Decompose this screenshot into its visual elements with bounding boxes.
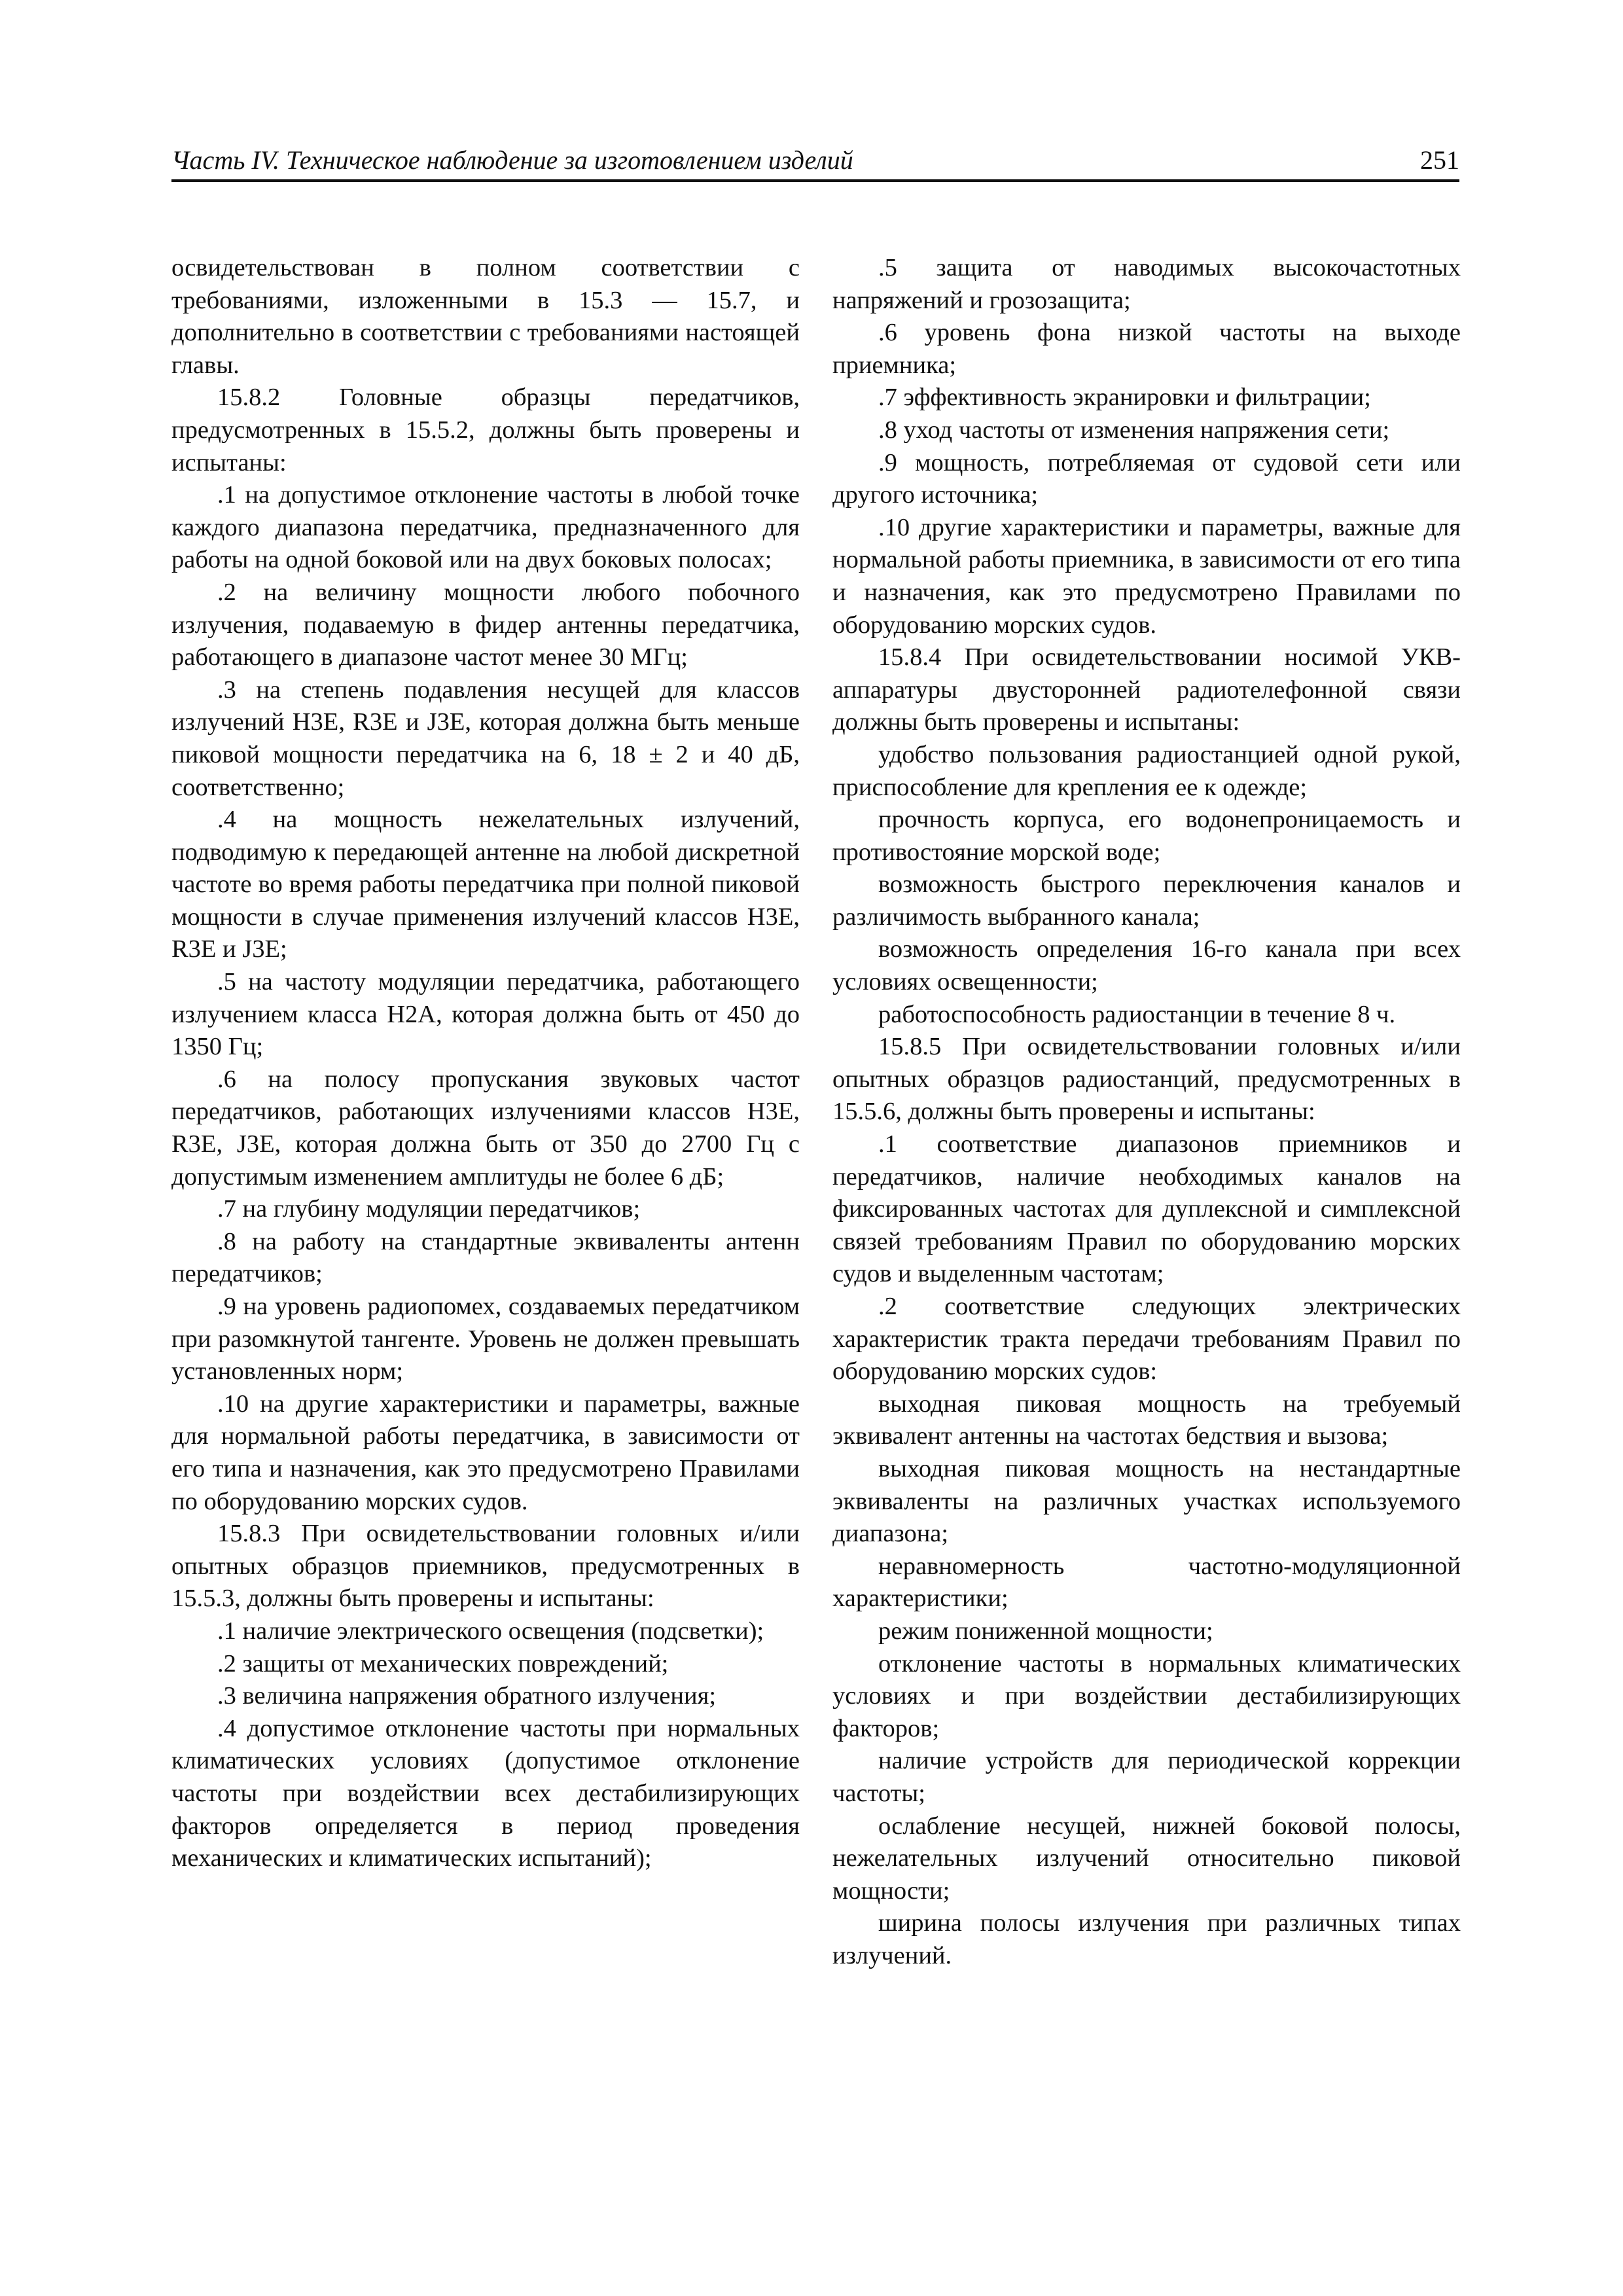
list-item: удобство пользования радиостанцией одной рукой, приспособление для крепления ее к одежде; bbox=[832, 740, 1461, 801]
list-item: .1 соответствие диапазонов приемников и передатчиков, наличие необходимых каналов на фиксированных частотах для дуплексной и симплексной связей требованиям Правил по оборудованию морских судов и выделенным частотам; bbox=[832, 1130, 1461, 1288]
list-item: ослабление несущей, нижней боковой полосы, нежелательных излучений относительно пиковой мощности; bbox=[832, 1812, 1461, 1905]
list-item: работоспособность радиостанции в течение 8 ч. bbox=[878, 1000, 1396, 1028]
paragraph-15-8-4: 15.8.4 При освидетельствовании носимой УКВ-аппаратуры двусторонней радиотелефонной связи должны быть проверены и испытаны: bbox=[832, 643, 1461, 736]
list-item: .10 на другие характеристики и параметры, важные для нормальной работы передатчика, в зависимости от его типа и назначения, как это предусмотрено Правилами по оборудованию морских судов. bbox=[171, 1390, 800, 1515]
list-item: .7 эффективность экранировки и фильтрации; bbox=[878, 384, 1371, 412]
paragraph-15-8-5: 15.8.5 При освидетельствовании головных и/или опытных образцов радиостанций, предусмотренных в 15.5.6, должны быть проверены и испытаны: bbox=[832, 1033, 1461, 1126]
list-item: .2 защиты от механических повреждений; bbox=[217, 1649, 669, 1677]
header-title: Часть IV. Техническое наблюдение за изготовлением изделий bbox=[171, 145, 853, 175]
list-item: режим пониженной мощности; bbox=[878, 1617, 1213, 1645]
list-item: .1 наличие электрического освещения (подсветки); bbox=[217, 1617, 764, 1645]
list-item: .7 на глубину модуляции передатчиков; bbox=[217, 1195, 641, 1223]
list-item: выходная пиковая мощность на нестандартные эквиваленты на различных участках используемого диапазона; bbox=[832, 1454, 1461, 1548]
list-item: .4 на мощность нежелательных излучений, подводимую к передающей антенне на любой дискретной частоте во время работы передатчика при полной пиковой мощности в случае применения излучений классов Н3Е, R3E и J3E; bbox=[171, 806, 800, 963]
paragraph-continuation: освидетельствован в полном соответствии с требованиями, изложенными в 15.3 — 15.7, и дополнительно в соответствии с требованиями настоящей главы. bbox=[171, 254, 800, 379]
list-item: .9 на уровень радиопомех, создаваемых передатчиком при разомкнутой тангенте. Уровень не должен превышать установленных норм; bbox=[171, 1293, 800, 1386]
page-number: 251 bbox=[1420, 145, 1459, 175]
list-item: отклонение частоты в нормальных климатических условиях и при воздействии дестабилизирующих факторов; bbox=[832, 1649, 1461, 1742]
list-item: .8 на работу на стандартные эквиваленты антенн передатчиков; bbox=[171, 1227, 800, 1288]
list-item: .3 величина напряжения обратного излучения; bbox=[217, 1682, 717, 1710]
list-item: .5 на частоту модуляции передатчика, работающего излучением класса Н2А, которая должна быть от 450 до 1350 Гц; bbox=[171, 968, 800, 1061]
paragraph-15-8-3: 15.8.3 При освидетельствовании головных и/или опытных образцов приемников, предусмотренных в 15.5.3, должны быть проверены и испытаны: bbox=[171, 1520, 800, 1613]
list-item: возможность определения 16-го канала при всех условиях освещенности; bbox=[832, 935, 1461, 996]
list-item: .10 другие характеристики и параметры, важные для нормальной работы приемника, в зависимости от его типа и назначения, как это предусмотрено Правилами по оборудованию морских судов. bbox=[832, 513, 1461, 639]
paragraph-15-8-2: 15.8.2 Головные образцы передатчиков, предусмотренных в 15.5.2, должны быть проверены и испытаны: bbox=[171, 384, 800, 476]
list-item: .2 на величину мощности любого побочного излучения, подаваемую в фидер антенны передатчика, работающего в диапазоне частот менее 30 МГц; bbox=[171, 578, 800, 672]
list-item: .6 уровень фона низкой частоты на выходе приемника; bbox=[832, 319, 1461, 379]
list-item: .2 соответствие следующих электрических характеристик тракта передачи требованиям Правил по оборудованию морских судов: bbox=[832, 1293, 1461, 1386]
list-item: .1 на допустимое отклонение частоты в любой точке каждого диапазона передатчика, предназначенного для работы на одной боковой или на двух боковых полосах; bbox=[171, 481, 800, 574]
list-item: .9 мощность, потребляемая от судовой сети или другого источника; bbox=[832, 448, 1461, 509]
list-item: .3 на степень подавления несущей для классов излучений Н3Е, R3E и J3E, которая должна быть меньше пиковой мощности передатчика на 6, 18 ± 2 и 40 дБ, соответственно; bbox=[171, 675, 800, 801]
list-item: .6 на полосу пропускания звуковых частот передатчиков, работающих излучениями классов Н3Е, R3E, J3E, которая должна быть от 350 до 2700 Гц с допустимым изменением амплитуды не более 6 дБ; bbox=[171, 1065, 800, 1191]
list-item: .5 защита от наводимых высокочастотных напряжений и грозозащита; bbox=[832, 254, 1461, 314]
right-column bbox=[832, 252, 1461, 1972]
list-item: .4 допустимое отклонение частоты при нормальных климатических условиях (допустимое отклонение частоты при воздействии всех дестабилизирующих факторов определяется в период проведения механических и климатических испытаний); bbox=[171, 1714, 800, 1873]
left-column bbox=[171, 252, 800, 1875]
list-item: выходная пиковая мощность на требуемый эквивалент антенны на частотах бедствия и вызова; bbox=[832, 1390, 1461, 1450]
list-item: .8 уход частоты от изменения напряжения сети; bbox=[878, 416, 1390, 444]
running-header bbox=[171, 145, 1459, 182]
list-item: прочность корпуса, его водонепроницаемость и противостояние морской воде; bbox=[832, 806, 1461, 866]
list-item: возможность быстрого переключения каналов и различимость выбранного канала; bbox=[832, 870, 1461, 931]
list-item: неравномерность частотно-модуляционной характеристики; bbox=[832, 1552, 1461, 1613]
list-item: наличие устройств для периодической коррекции частоты; bbox=[832, 1747, 1461, 1807]
list-item: ширина полосы излучения при различных типах излучений. bbox=[832, 1909, 1461, 1969]
